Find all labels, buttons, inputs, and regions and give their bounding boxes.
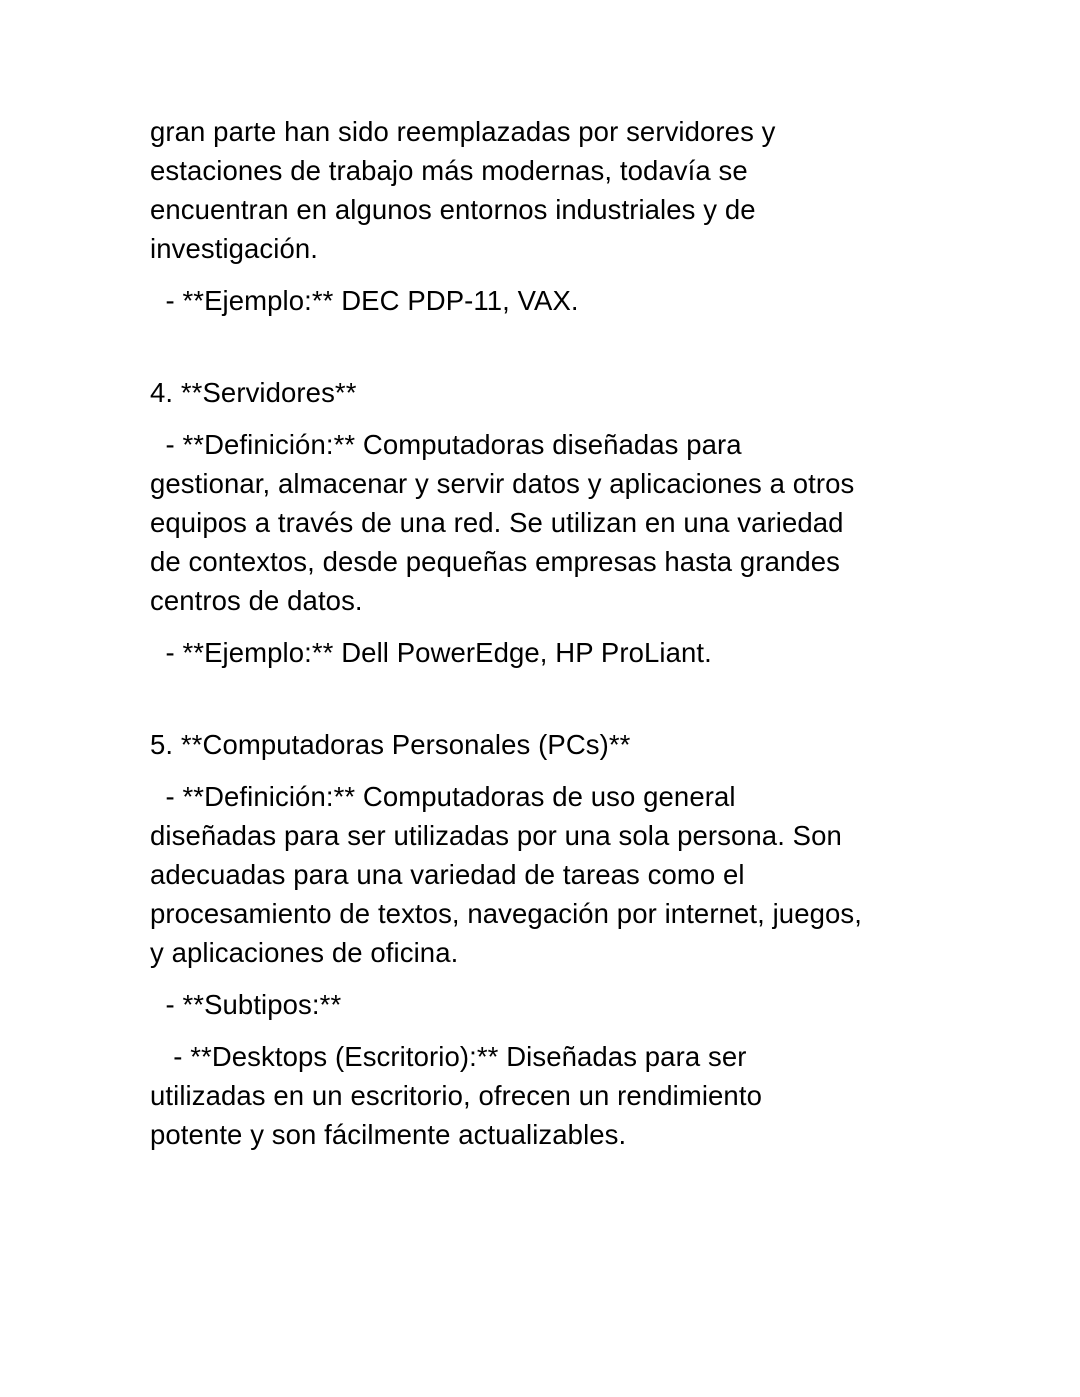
text-line: equipos a través de una red. Se utilizan en una variedad	[150, 507, 844, 538]
heading-5-computadoras-personales	[150, 725, 940, 764]
text-line: adecuadas para una variedad de tareas como el	[150, 859, 745, 890]
text-line: 5. **Computadoras Personales (PCs)**	[150, 729, 631, 760]
text-line: investigación.	[150, 233, 319, 264]
bullet-definicion-servidores	[150, 425, 940, 620]
text-line: gran parte han sido reemplazadas por servidores y	[150, 116, 776, 147]
text-line: - **Definición:** Computadoras diseñadas para	[150, 429, 742, 460]
heading-4-servidores	[150, 373, 940, 412]
text-line: diseñadas para ser utilizadas por una sola persona. Son	[150, 820, 842, 851]
text-line: de contextos, desde pequeñas empresas hasta grandes	[150, 546, 841, 577]
paragraph-minicomputers-continuation	[150, 112, 940, 268]
text-line: - **Ejemplo:** Dell PowerEdge, HP ProLiant.	[150, 637, 712, 668]
text-line: - **Definición:** Computadoras de uso general	[150, 781, 736, 812]
bullet-desktops-escritorio	[150, 1037, 940, 1154]
document-body	[150, 112, 940, 1154]
text-line: estaciones de trabajo más modernas, todavía se	[150, 155, 748, 186]
text-line: centros de datos.	[150, 585, 363, 616]
text-line: procesamiento de textos, navegación por internet, juegos,	[150, 898, 862, 929]
text-line: encuentran en algunos entornos industriales y de	[150, 194, 756, 225]
text-line: - **Subtipos:**	[150, 989, 342, 1020]
bullet-ejemplo-servidores	[150, 633, 940, 672]
text-line: - **Ejemplo:** DEC PDP-11, VAX.	[150, 285, 579, 316]
text-line: - **Desktops (Escritorio):** Diseñadas para ser	[150, 1041, 747, 1072]
text-line: potente y son fácilmente actualizables.	[150, 1119, 627, 1150]
text-line: 4. **Servidores**	[150, 377, 357, 408]
text-line: y aplicaciones de oficina.	[150, 937, 459, 968]
text-line: gestionar, almacenar y servir datos y aplicaciones a otros	[150, 468, 855, 499]
text-line: utilizadas en un escritorio, ofrecen un rendimiento	[150, 1080, 762, 1111]
bullet-subtipos	[150, 985, 940, 1024]
bullet-definicion-pcs	[150, 777, 940, 972]
bullet-ejemplo-minicomputadoras	[150, 281, 940, 320]
